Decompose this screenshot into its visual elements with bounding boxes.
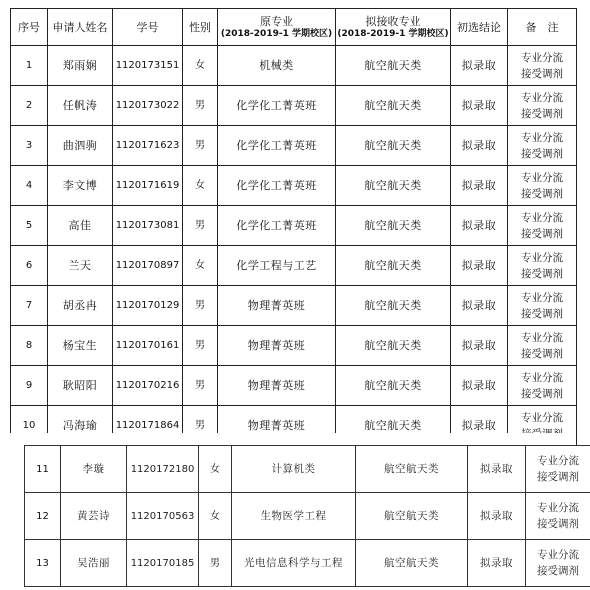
- remark: [508, 46, 577, 86]
- scan-gap: [10, 433, 576, 445]
- original-major: 化学工程与工艺: [218, 246, 336, 286]
- target-major: 航空航天类: [356, 446, 468, 493]
- applicant-name: 高佳: [48, 206, 113, 246]
- gender: 女: [183, 166, 218, 206]
- original-major: 生物医学工程: [232, 493, 356, 540]
- selection-result: 拟录取: [451, 86, 508, 126]
- table-header-row: [11, 9, 577, 46]
- selection-result: 拟录取: [451, 126, 508, 166]
- remark-line: 接受调剂: [521, 387, 563, 400]
- target-major: 航空航天类: [336, 406, 451, 446]
- header-target-major: [336, 9, 451, 46]
- table-row: [11, 206, 577, 246]
- target-major: 航空航天类: [336, 46, 451, 86]
- header-target-major-sub: (2018-2019-1 学期校区): [337, 28, 449, 39]
- table-row: [25, 493, 590, 540]
- table-row: [11, 126, 577, 166]
- remark-line: 专业分流: [521, 251, 563, 264]
- admission-table-continued: [24, 445, 590, 587]
- applicant-name: 黄芸诗: [61, 493, 127, 540]
- student-id: 1120170897: [113, 246, 183, 286]
- student-id: 1120170161: [113, 326, 183, 366]
- row-number: 3: [11, 126, 48, 166]
- original-major: 机械类: [218, 46, 336, 86]
- target-major: 航空航天类: [336, 286, 451, 326]
- remark-line: 专业分流: [537, 502, 579, 514]
- row-number: 8: [11, 326, 48, 366]
- remark-line: 接受调剂: [537, 471, 579, 483]
- gender: 男: [183, 126, 218, 166]
- left-blank-margin: [0, 445, 24, 590]
- remark: [508, 246, 577, 286]
- remark-line: 专业分流: [521, 371, 563, 384]
- gender: 男: [183, 86, 218, 126]
- selection-result: 拟录取: [451, 46, 508, 86]
- table-row: [11, 366, 577, 406]
- row-number: 5: [11, 206, 48, 246]
- remark-line: 专业分流: [521, 91, 563, 104]
- row-number: 10: [11, 406, 48, 446]
- selection-result: 拟录取: [451, 166, 508, 206]
- row-number: 9: [11, 366, 48, 406]
- selection-result: 拟录取: [468, 446, 526, 493]
- applicant-name: 郑雨娴: [48, 46, 113, 86]
- remark-line: 接受调剂: [521, 67, 563, 80]
- remark-line: 接受调剂: [521, 307, 563, 320]
- applicant-name: 兰天: [48, 246, 113, 286]
- original-major: 物理菁英班: [218, 366, 336, 406]
- student-id: 1120170563: [127, 493, 199, 540]
- row-number: 11: [25, 446, 61, 493]
- applicant-name: 冯海瑜: [48, 406, 113, 446]
- student-id: 1120171623: [113, 126, 183, 166]
- selection-result: 拟录取: [451, 206, 508, 246]
- row-number: 1: [11, 46, 48, 86]
- gender: 女: [199, 493, 232, 540]
- header-no: 序号: [11, 9, 48, 46]
- remark-line: 专业分流: [521, 131, 563, 144]
- remark-line: 接受调剂: [521, 227, 563, 240]
- target-major: 航空航天类: [336, 366, 451, 406]
- original-major: 化学化工菁英班: [218, 126, 336, 166]
- original-major: 光电信息科学与工程: [232, 540, 356, 587]
- target-major: 航空航天类: [336, 126, 451, 166]
- remark-line: 接受调剂: [521, 347, 563, 360]
- gender: 男: [183, 366, 218, 406]
- original-major: 化学化工菁英班: [218, 166, 336, 206]
- table-row: [11, 286, 577, 326]
- header-orig-major-label: 原专业: [260, 14, 293, 28]
- selection-result: 拟录取: [451, 366, 508, 406]
- header-id: 学号: [113, 9, 183, 46]
- target-major: 航空航天类: [356, 540, 468, 587]
- table-row: [11, 46, 577, 86]
- remark: [508, 126, 577, 166]
- remark-line: 接受调剂: [521, 267, 563, 280]
- table-row: [11, 86, 577, 126]
- target-major: 航空航天类: [336, 166, 451, 206]
- gender: 男: [183, 326, 218, 366]
- header-gender: 性别: [183, 9, 218, 46]
- row-number: 7: [11, 286, 48, 326]
- header-target-major-label: 拟接收专业: [365, 14, 421, 28]
- selection-result: 拟录取: [468, 540, 526, 587]
- remark-line: 专业分流: [521, 211, 563, 224]
- table-row: [25, 540, 590, 587]
- remark: [508, 286, 577, 326]
- row-number: 6: [11, 246, 48, 286]
- table-row: [25, 446, 590, 493]
- student-id: 1120173151: [113, 46, 183, 86]
- target-major: 航空航天类: [336, 86, 451, 126]
- remark: [508, 326, 577, 366]
- remark-line: 专业分流: [537, 455, 579, 467]
- applicant-name: 任帆涛: [48, 86, 113, 126]
- applicant-name: 杨宝生: [48, 326, 113, 366]
- row-number: 4: [11, 166, 48, 206]
- selection-result: 拟录取: [451, 246, 508, 286]
- admission-table: [10, 8, 577, 446]
- remark: [508, 366, 577, 406]
- target-major: 航空航天类: [336, 206, 451, 246]
- applicant-name: 耿昭阳: [48, 366, 113, 406]
- original-major: 物理菁英班: [218, 326, 336, 366]
- row-number: 13: [25, 540, 61, 587]
- remark-line: 接受调剂: [537, 518, 579, 530]
- header-result: 初选结论: [451, 9, 508, 46]
- table-row: [11, 326, 577, 366]
- student-id: 1120170185: [127, 540, 199, 587]
- remark: [508, 86, 577, 126]
- student-id: 1120171864: [113, 406, 183, 446]
- remark-line: 接受调剂: [521, 187, 563, 200]
- original-major: 化学化工菁英班: [218, 86, 336, 126]
- remark-line: 接受调剂: [521, 147, 563, 160]
- table-row: [11, 166, 577, 206]
- original-major: 化学化工菁英班: [218, 206, 336, 246]
- applicant-name: 吴浩丽: [61, 540, 127, 587]
- applicant-name: 李文博: [48, 166, 113, 206]
- gender: 男: [183, 286, 218, 326]
- applicant-name: 胡丞冉: [48, 286, 113, 326]
- remark-line: 专业分流: [521, 411, 563, 424]
- row-number: 2: [11, 86, 48, 126]
- row-number: 12: [25, 493, 61, 540]
- table-row: [11, 246, 577, 286]
- gender: 女: [183, 246, 218, 286]
- gender: 女: [199, 446, 232, 493]
- remark: [508, 206, 577, 246]
- remark: [526, 446, 590, 493]
- remark: [508, 166, 577, 206]
- student-id: 1120171619: [113, 166, 183, 206]
- header-note: 备 注: [508, 9, 577, 46]
- header-orig-major: [218, 9, 336, 46]
- student-id: 1120170216: [113, 366, 183, 406]
- selection-result: 拟录取: [468, 493, 526, 540]
- student-id: 1120172180: [127, 446, 199, 493]
- selection-result: 拟录取: [451, 286, 508, 326]
- header-orig-major-sub: (2018-2019-1 学期校区): [220, 28, 333, 39]
- gender: 女: [183, 46, 218, 86]
- remark: [526, 540, 590, 587]
- student-id: 1120173022: [113, 86, 183, 126]
- remark-line: 专业分流: [537, 549, 579, 561]
- target-major: 航空航天类: [336, 246, 451, 286]
- selection-result: 拟录取: [451, 406, 508, 446]
- gender: 男: [183, 406, 218, 446]
- applicant-name: 李璇: [61, 446, 127, 493]
- header-name: 申请人姓名: [48, 9, 113, 46]
- remark-line: 专业分流: [521, 291, 563, 304]
- original-major: 物理菁英班: [218, 286, 336, 326]
- remark: [526, 493, 590, 540]
- gender: 男: [199, 540, 232, 587]
- original-major: 计算机类: [232, 446, 356, 493]
- remark-line: 专业分流: [521, 331, 563, 344]
- remark-line: 接受调剂: [521, 107, 563, 120]
- remark-line: 接受调剂: [537, 565, 579, 577]
- gender: 男: [183, 206, 218, 246]
- remark-line: 专业分流: [521, 51, 563, 64]
- student-id: 1120173081: [113, 206, 183, 246]
- original-major: 物理菁英班: [218, 406, 336, 446]
- selection-result: 拟录取: [451, 326, 508, 366]
- applicant-name: 曲泗驹: [48, 126, 113, 166]
- target-major: 航空航天类: [336, 326, 451, 366]
- target-major: 航空航天类: [356, 493, 468, 540]
- remark-line: 专业分流: [521, 171, 563, 184]
- student-id: 1120170129: [113, 286, 183, 326]
